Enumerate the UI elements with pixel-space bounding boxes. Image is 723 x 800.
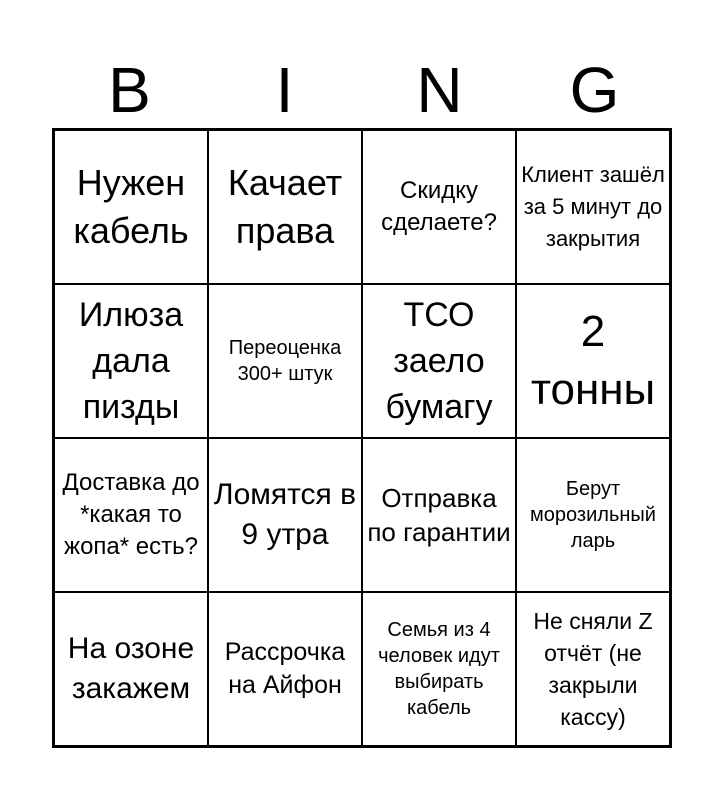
cell-text: Доставка до *какая то жопа* есть? — [62, 469, 200, 560]
bingo-cell[interactable] — [208, 284, 362, 438]
cell-text: Берут морозильный ларь — [530, 478, 656, 552]
bingo-cell[interactable] — [54, 592, 208, 746]
bingo-cell[interactable] — [208, 438, 362, 592]
bingo-cell[interactable] — [54, 438, 208, 592]
cell-text: Клиент зашёл за 5 минут до закрытия — [521, 162, 665, 251]
cell-text: Рассрочка на Айфон — [224, 638, 346, 699]
bingo-cell[interactable] — [54, 284, 208, 438]
bingo-cell[interactable] — [208, 130, 362, 284]
bingo-board — [52, 128, 672, 748]
cell-text: Илюза дала пизды — [78, 296, 184, 426]
cell-text: Нужен кабель — [73, 162, 189, 251]
header-letter-n: N — [416, 54, 463, 126]
bingo-cell[interactable] — [516, 130, 670, 284]
cell-text: Не сняли Z отчёт (не закрыли кассу) — [533, 608, 653, 730]
cell-text: 2 тонны — [530, 307, 656, 414]
header-letter-g: G — [569, 54, 620, 126]
bingo-cell[interactable] — [362, 438, 516, 592]
bingo-cell[interactable] — [516, 284, 670, 438]
cell-text: ТСО заело бумагу — [385, 296, 493, 426]
cell-text: Ломятся в 9 утра — [213, 478, 357, 551]
cell-text: Скидку сделаете? — [381, 177, 497, 236]
header-letter-b: B — [108, 54, 151, 126]
bingo-cell[interactable] — [208, 592, 362, 746]
bingo-cell[interactable] — [516, 592, 670, 746]
bingo-cell[interactable] — [362, 592, 516, 746]
cell-text: Переоценка 300+ штук — [228, 337, 342, 385]
cell-text: Семья из 4 человек идут выбирать кабель — [378, 619, 500, 719]
bingo-header — [52, 52, 672, 128]
cell-text: Качает права — [227, 162, 343, 251]
cell-text: Отправка по гарантии — [367, 483, 511, 547]
bingo-cell[interactable] — [362, 284, 516, 438]
bingo-cell[interactable] — [362, 130, 516, 284]
header-letter-i: I — [275, 54, 294, 126]
bingo-cell[interactable] — [54, 130, 208, 284]
cell-text: На озоне закажем — [67, 632, 195, 705]
bingo-cell[interactable] — [516, 438, 670, 592]
